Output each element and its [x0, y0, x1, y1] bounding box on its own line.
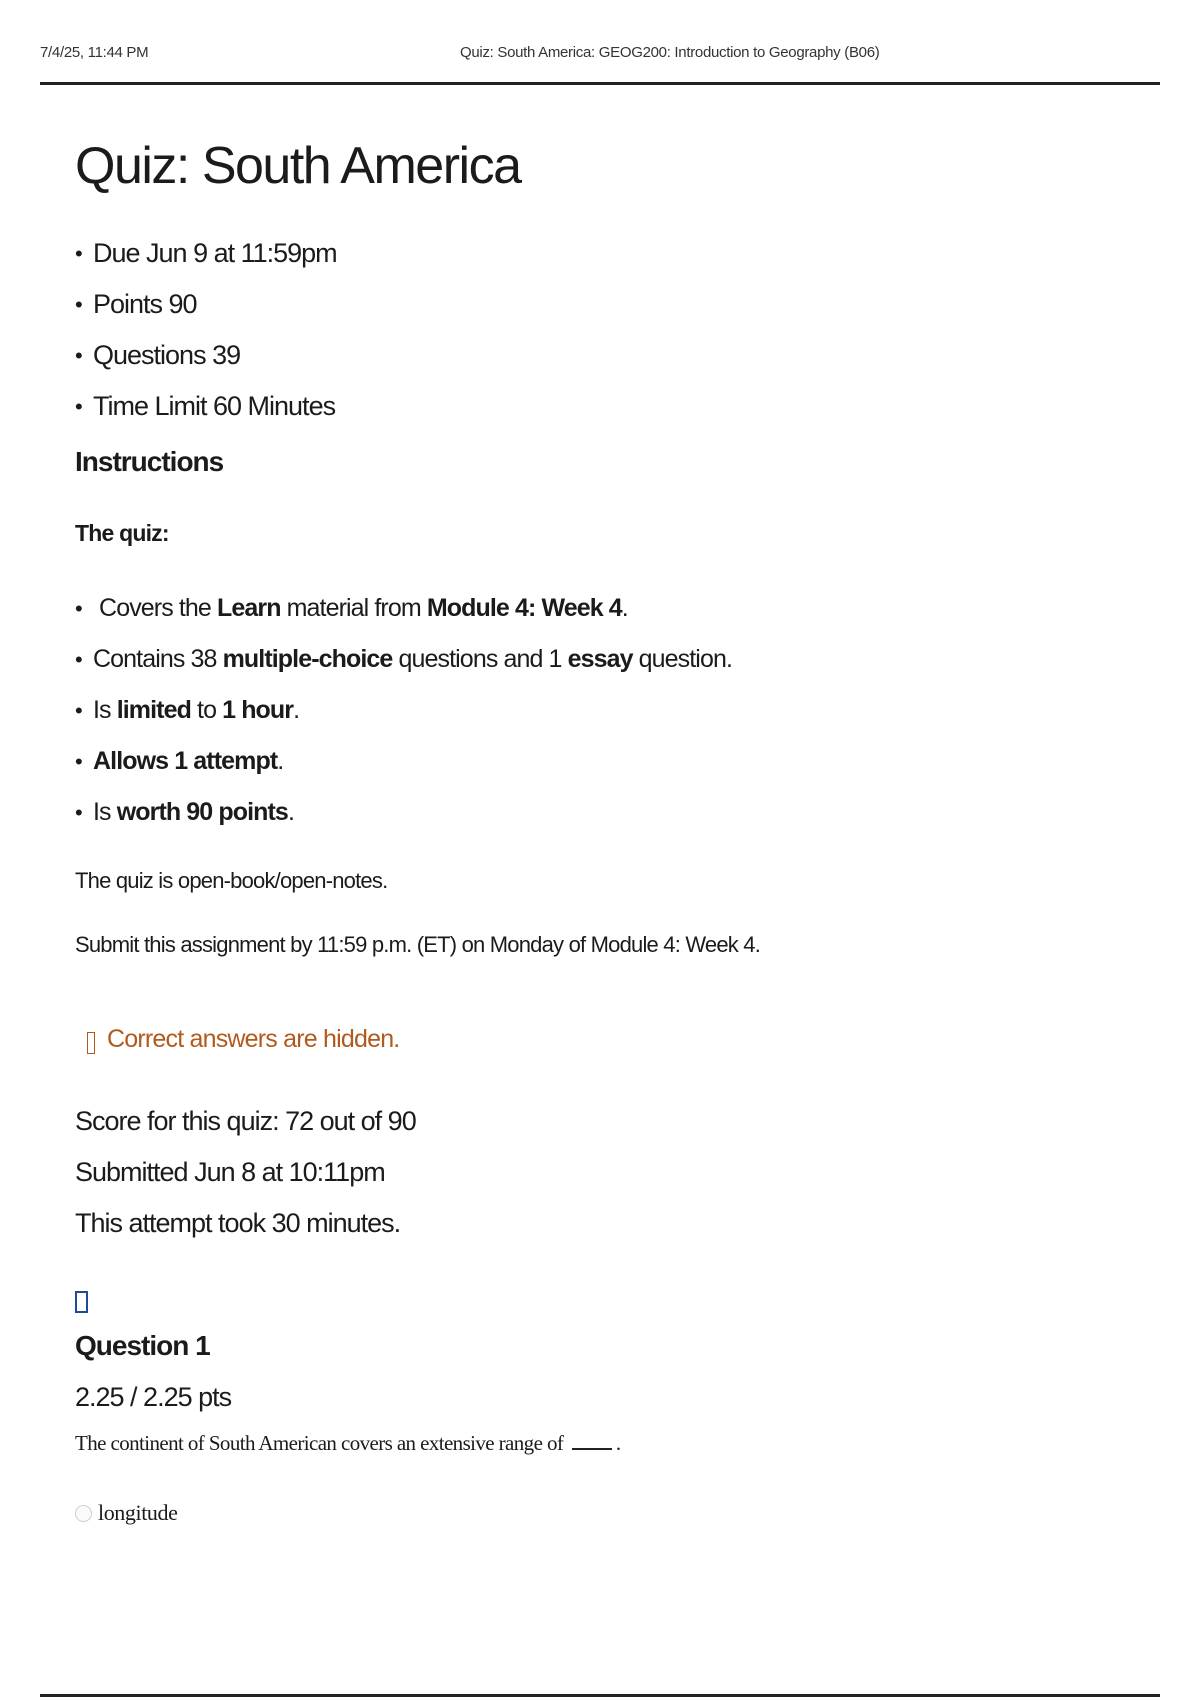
submitted-time: Submitted Jun 8 at 10:11pm [75, 1157, 385, 1187]
print-page-title: Quiz: South America: GEOG200: Introduction to Geography (B06) [460, 44, 880, 61]
question-points: 2.25 / 2.25 pts [75, 1382, 232, 1412]
page-title: Quiz: South America [75, 137, 521, 195]
rule-covers: • Covers the Learn material from Module 4: Week 4. [75, 594, 628, 622]
hidden-answers-notice [75, 1024, 1125, 1054]
answer-option[interactable] [75, 1500, 1125, 1526]
meta-points: • Points 90 [75, 289, 197, 319]
print-header [40, 38, 1160, 85]
rule-attempts: • Allows 1 attempt. [75, 747, 284, 775]
meta-due: • Due Jun 9 at 11:59pm [75, 238, 337, 268]
instructions-heading: Instructions [75, 446, 224, 477]
rule-contains: • Contains 38 multiple-choice questions and 1 essay question. [75, 645, 733, 673]
question-text: The continent of South American covers an extensive range of . [75, 1431, 621, 1455]
info-icon [87, 1032, 95, 1054]
attempt-duration: This attempt took 30 minutes. [75, 1208, 401, 1238]
quiz-rules-list [75, 583, 1125, 838]
rule-limited: • Is limited to 1 hour. [75, 696, 300, 724]
print-datetime: 7/4/25, 11:44 PM [40, 44, 149, 61]
rule-worth: • Is worth 90 points. [75, 798, 294, 826]
meta-questions: • Questions 39 [75, 340, 241, 370]
notice-text: Correct answers are hidden. [107, 1024, 400, 1053]
meta-time-limit: • Time Limit 60 Minutes [75, 391, 336, 421]
flag-icon[interactable] [75, 1291, 88, 1313]
quiz-meta-list [75, 228, 1125, 432]
quiz-score: Score for this quiz: 72 out of 90 [75, 1106, 416, 1136]
open-book-note: The quiz is open-book/open-notes. [75, 868, 388, 893]
quiz-results [75, 1096, 1125, 1249]
answer-label: longitude [98, 1500, 178, 1525]
instructions-subheading: The quiz: [75, 520, 169, 546]
page-bottom-rule [40, 1694, 1160, 1697]
fill-in-blank [572, 1448, 612, 1450]
quiz-content [75, 137, 1125, 1526]
radio-button[interactable] [75, 1505, 92, 1522]
submit-note: Submit this assignment by 11:59 p.m. (ET) on Monday of Module 4: Week 4. [75, 932, 761, 957]
question-heading: Question 1 [75, 1330, 210, 1361]
